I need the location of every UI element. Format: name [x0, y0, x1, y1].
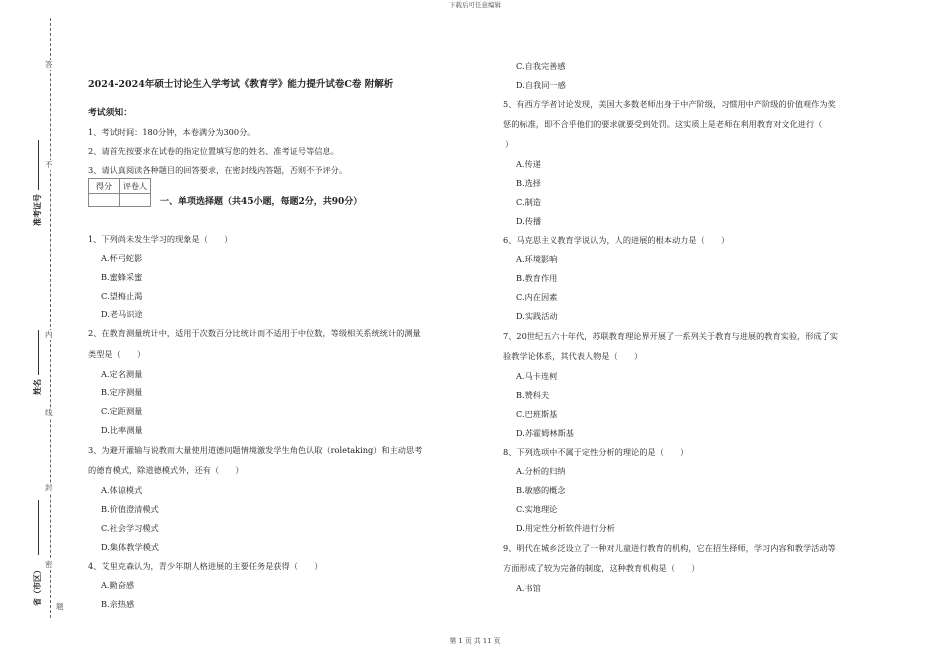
option-line: C.巴班斯基 — [516, 409, 558, 419]
option-line: D.传播 — [516, 216, 542, 226]
option-line: A.勤奋感 — [101, 580, 135, 590]
option-line: D.用定性分析软件进行分析 — [516, 523, 615, 533]
question-line: 惩的标准，即不合乎他们的要求就要受到处罚。这实质上是老师在利用教育对文化进行（ — [503, 119, 823, 129]
notice-heading: 考试须知： — [88, 108, 132, 118]
option-line: C.自我完善感 — [516, 61, 566, 71]
question-line: ） — [505, 139, 514, 149]
option-line: D.老马识途 — [101, 309, 143, 319]
question-line: 8、下列选项中不属于定性分析的理论的是（ ） — [503, 447, 689, 457]
field-line — [38, 500, 39, 555]
question-line: 2、在教育测量统计中，适用于次数百分比统计而不适用于中位数，等级相关系统统计的测量 — [88, 328, 421, 338]
question-line: 9、明代在城乡泛设立了一种对儿童进行教育的机构，它在招生择师，学习内容和教学活动等 — [503, 543, 836, 553]
option-line: B.定序测量 — [101, 387, 143, 397]
question-line: 方面形成了较为完备的制度，这种教育机构是（ ） — [503, 563, 700, 573]
question-line: 6、马克思主义教育学说认为，人的进展的根本动力是（ ） — [503, 235, 730, 245]
field-line — [38, 330, 39, 375]
seal-char: 内 — [45, 330, 53, 339]
seal-dashed-line — [50, 18, 51, 618]
option-line: D.苏霍姆林斯基 — [516, 428, 574, 438]
seal-char: 密 — [45, 560, 53, 569]
question-line: 4、艾里克森认为，青少年期人格进展的主要任务是获得（ ） — [88, 561, 323, 571]
grader-cell — [120, 194, 151, 207]
option-line: B.价值澄清模式 — [101, 504, 159, 514]
notice-item: 1、考试时间：180分钟，本卷满分为300分。 — [88, 127, 256, 137]
grader-header: 评卷人 — [120, 179, 151, 194]
page-title: 2024-2024年硕士讨论生入学考试《教育学》能力提升试卷C卷 附解析 — [88, 79, 394, 90]
option-line: B.敏感的概念 — [516, 485, 566, 495]
field-line — [38, 140, 39, 190]
option-line: A.传递 — [516, 159, 541, 169]
option-line: B.教育作用 — [516, 273, 558, 283]
option-line: A.马卡连柯 — [516, 371, 558, 381]
name-label: 姓名 — [32, 379, 42, 395]
option-line: B.选择 — [516, 178, 541, 188]
question-line: 的德育模式，除道德模式外，还有（ ） — [88, 465, 244, 475]
score-cell — [89, 194, 120, 207]
seal-char: 答 — [45, 60, 53, 69]
option-line: C.实地理论 — [516, 504, 558, 514]
option-line: C.制造 — [516, 197, 541, 207]
question-line: 5、有西方学者讨论发现，美国大多数老师出身于中产阶级，习惯用中产阶级的价值观作为奖 — [503, 99, 836, 109]
option-line: A.定名测量 — [101, 369, 143, 379]
seal-char: 线 — [45, 408, 53, 417]
question-line: 1、下列尚未发生学习的现象是（ ） — [88, 234, 233, 244]
option-line: D.自我同一感 — [516, 80, 566, 90]
option-line: A.杯弓蛇影 — [101, 253, 143, 263]
province-label: 省（市区） — [32, 566, 42, 606]
option-line: D.实践活动 — [516, 311, 558, 321]
seal-char: 不 — [45, 160, 53, 169]
seal-char: 封 — [45, 483, 53, 492]
option-line: A.环境影响 — [516, 254, 558, 264]
question-line: 3、为避开灌输与说教而大量使用道德问题情境激发学生角色认取（roletaking）和主动思考 — [88, 445, 423, 455]
exam-id-label: 准考证号 — [32, 194, 42, 226]
option-line: A.书馆 — [516, 583, 541, 593]
option-line: B.赞科夫 — [516, 390, 550, 400]
question-line: 类型是（ ） — [88, 349, 146, 359]
margin-char: 题 — [56, 602, 64, 611]
option-line: C.望梅止渴 — [101, 291, 143, 301]
option-line: A.体谅模式 — [101, 485, 143, 495]
page-footer: 第 1 页 共 11 页 — [449, 637, 501, 645]
score-header: 得分 — [89, 179, 120, 194]
score-table — [88, 178, 151, 207]
top-note: 下载后可任意编辑 — [449, 1, 501, 9]
option-line: B.蜜蜂采蜜 — [101, 272, 143, 282]
option-line: B.亲热感 — [101, 599, 135, 609]
option-line: C.内在因素 — [516, 292, 558, 302]
question-line: 7、20世纪五六十年代，苏联教育理论界开展了一系列关于教育与进展的教育实验，形成了实 — [503, 331, 838, 341]
section-title: 一、单项选择题（共45小题，每题2分，共90分） — [160, 197, 363, 207]
option-line: A.分析的归纳 — [516, 466, 566, 476]
option-line: C.社会学习模式 — [101, 523, 159, 533]
option-line: D.比率测量 — [101, 425, 143, 435]
option-line: C.定距测量 — [101, 406, 143, 416]
option-line: D.集体教学模式 — [101, 542, 159, 552]
notice-item: 3、请认真阅读各种题目的回答要求，在密封线内答题，否则不予评分。 — [88, 165, 348, 175]
question-line: 验教学论体系，其代表人物是（ ） — [503, 351, 643, 361]
notice-item: 2、请首先按要求在试卷的指定位置填写您的姓名、准考证号等信息。 — [88, 146, 339, 156]
